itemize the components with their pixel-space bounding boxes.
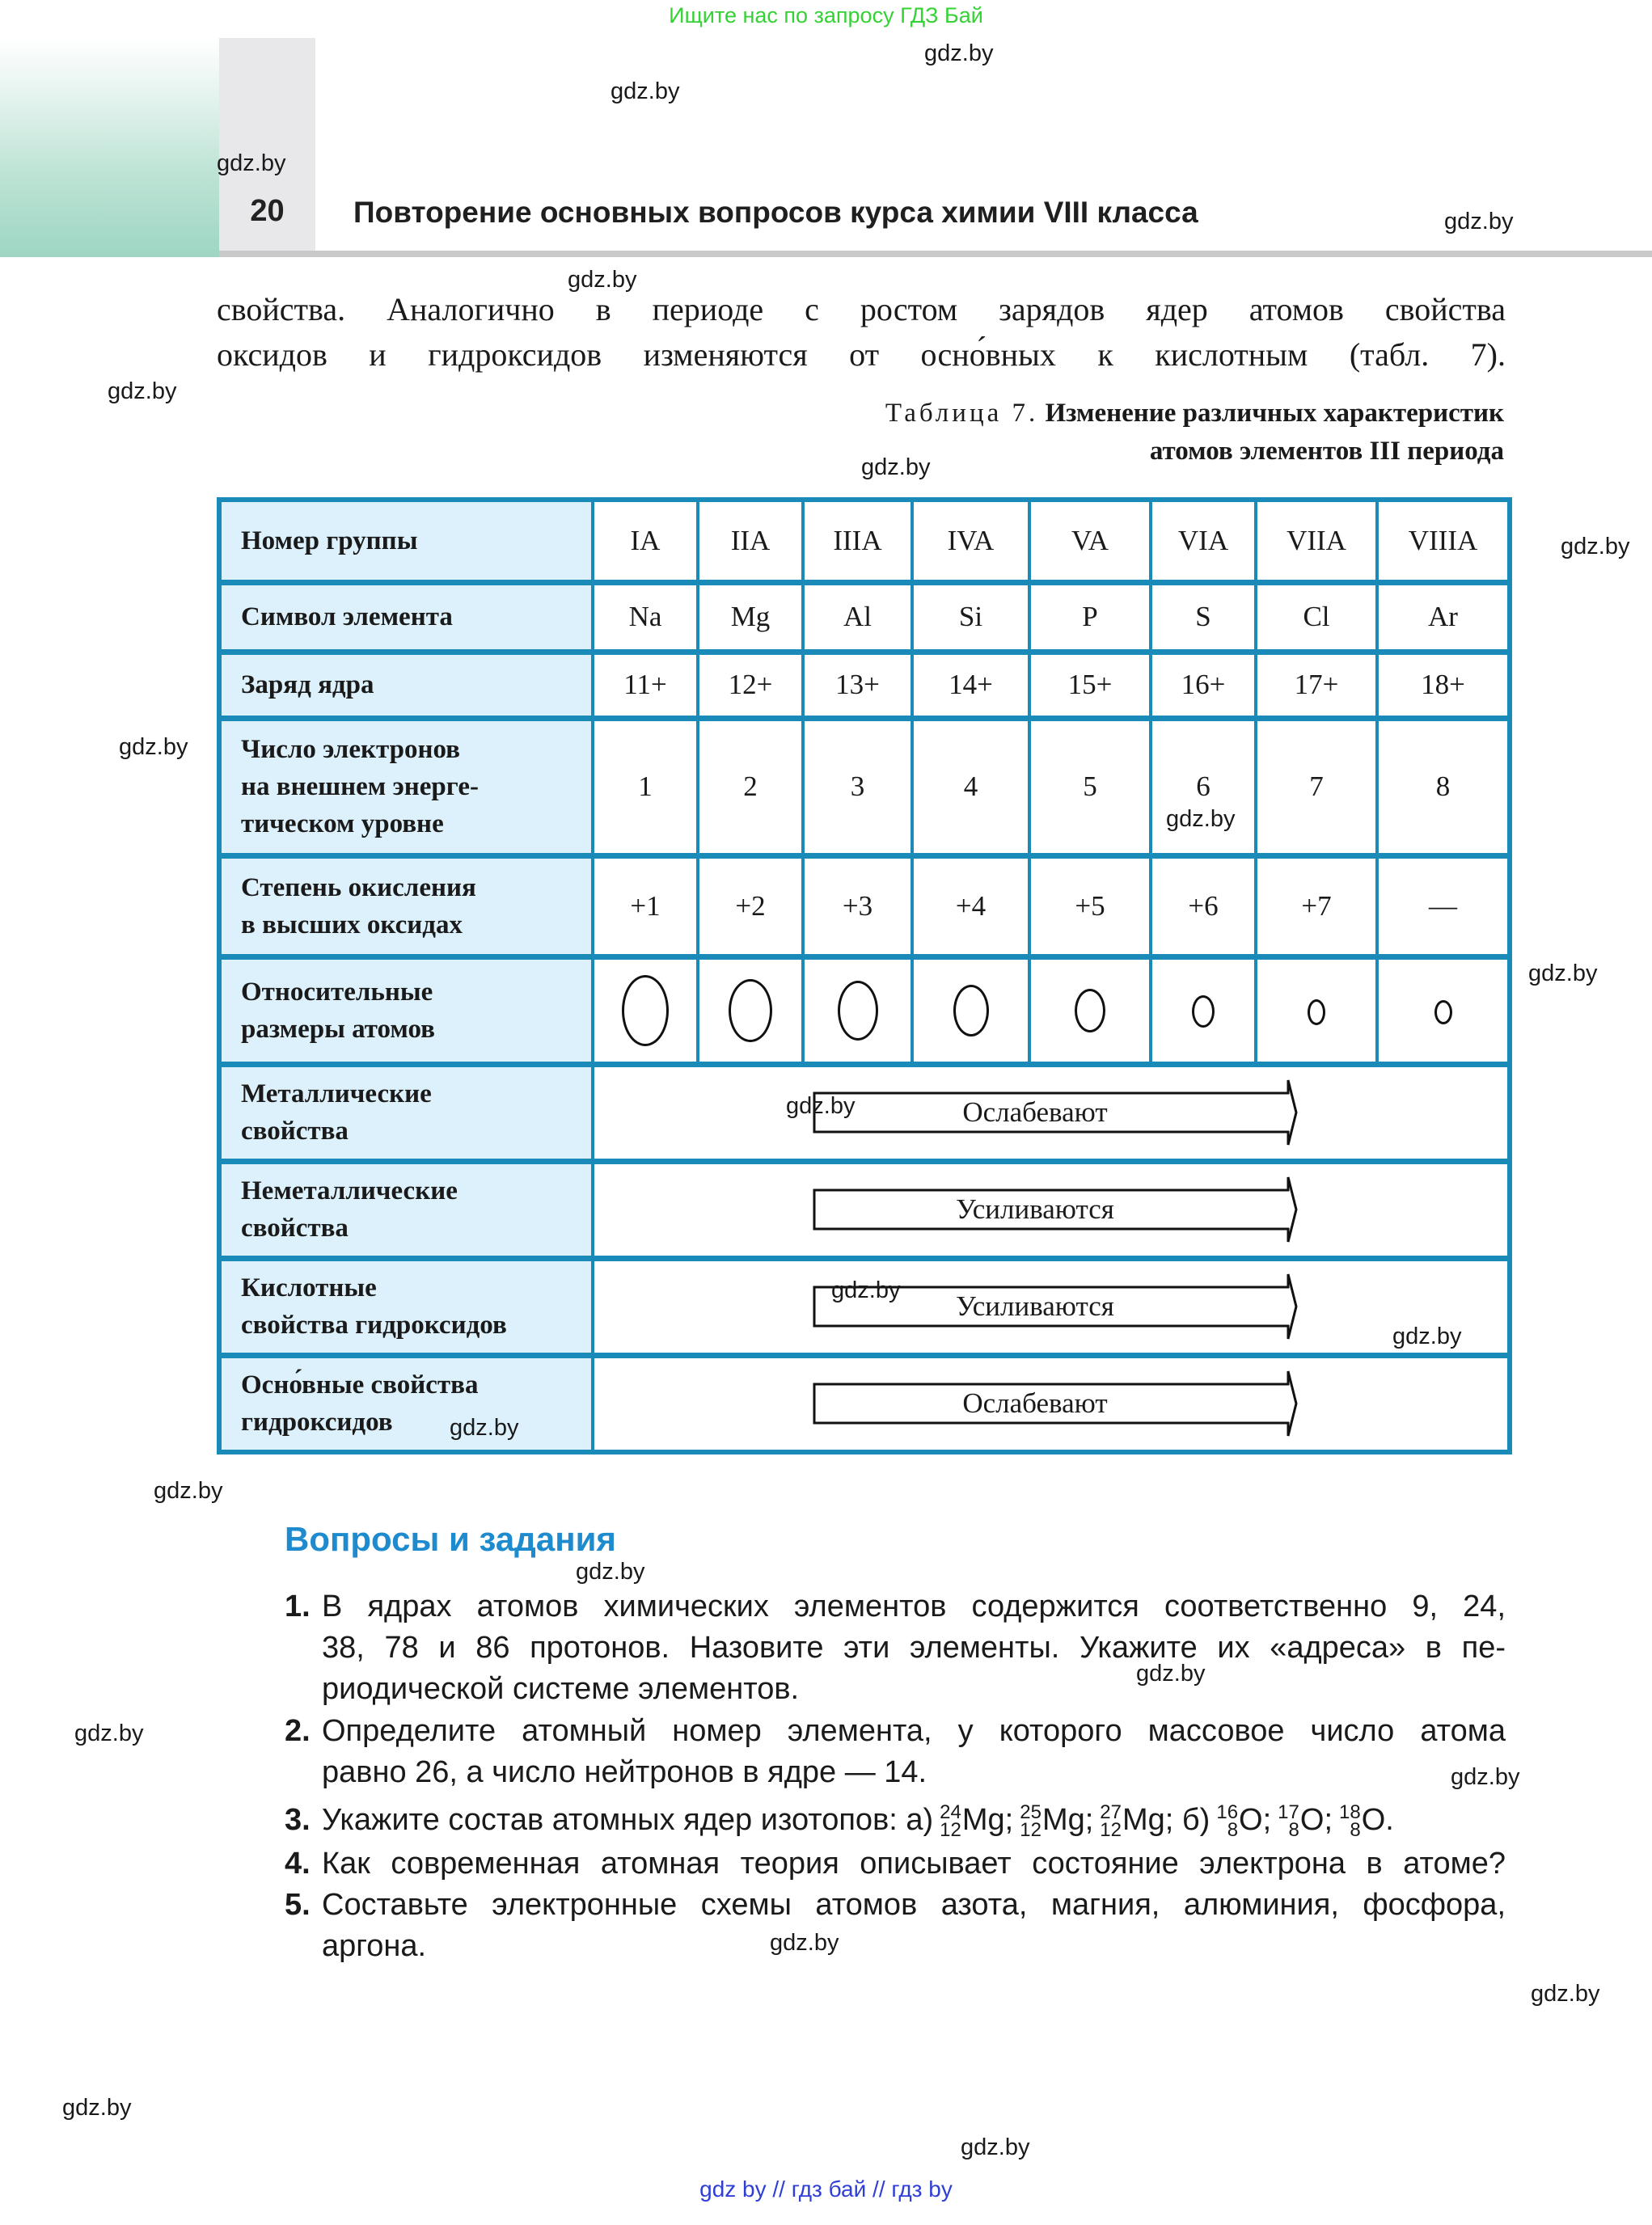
label-line: гидроксидов [241, 1408, 393, 1438]
cell: 7 [1256, 718, 1377, 855]
cell: IIA [698, 500, 803, 582]
element-symbol: O [1299, 1803, 1325, 1837]
label-line: свойства [241, 1117, 349, 1146]
watermark: gdz.by [1528, 961, 1598, 986]
question-line: равно 26, а число нейтронов в ядре — 14. [322, 1755, 927, 1789]
search-banner[interactable]: Ищите нас по запросу ГДЗ Бай [669, 3, 983, 27]
label-line: Относительные [241, 977, 433, 1007]
element-symbol: Mg [1122, 1803, 1165, 1837]
watermark: gdz.by [450, 1415, 519, 1441]
row-label: Номер группы [219, 500, 593, 582]
question-5 [285, 1885, 1506, 1967]
paragraph-line: свойства. Аналогично в периоде с ростом зарядов ядер атомов свойства [217, 291, 1506, 327]
atom-circle-icon [1434, 1000, 1452, 1024]
label-line: тическом уровне [241, 809, 444, 838]
separator: ; [1004, 1803, 1014, 1837]
question-number: 3. [285, 1803, 311, 1837]
row-label [219, 1355, 593, 1452]
atomic-number: 12 [1020, 1818, 1041, 1841]
atom-circle-icon [953, 985, 989, 1037]
cell [1377, 956, 1510, 1064]
cell: +4 [912, 855, 1029, 956]
questions-heading: Вопросы и задания [285, 1520, 616, 1558]
table-caption-label: Таблица 7. [885, 399, 1039, 428]
watermark: gdz.by [786, 1093, 856, 1119]
label-line: свойства гидроксидов [241, 1311, 507, 1340]
element-symbol: Mg [1041, 1803, 1085, 1837]
watermark: gdz.by [1451, 1764, 1520, 1790]
watermark: gdz.by [1166, 806, 1236, 832]
trend-cell [593, 1161, 1510, 1258]
cell: P [1029, 582, 1151, 652]
trend-label: Усиливаются [956, 1193, 1114, 1225]
question-line: Как современная атомная теория описывает состояние электрона в атоме? [322, 1847, 1506, 1881]
row-label: Символ элемента [219, 582, 593, 652]
question-text [322, 1843, 1506, 1885]
question-text [322, 1885, 1506, 1967]
watermark: gdz.by [1136, 1661, 1206, 1687]
watermark: gdz.by [1561, 534, 1630, 559]
cell: VA [1029, 500, 1151, 582]
cell: IIIA [803, 500, 912, 582]
atomic-number: 8 [1350, 1818, 1361, 1841]
atom-circle-icon [1308, 999, 1325, 1025]
row-label [219, 1161, 593, 1258]
question-line: 38, 78 и 86 протонов. Назовите эти элементы. Укажите их «адреса» в пе- [322, 1631, 1506, 1665]
cell: +5 [1029, 855, 1151, 956]
element-symbol: O [1239, 1803, 1263, 1837]
cell: VIA [1151, 500, 1256, 582]
cell: Ar [1377, 582, 1510, 652]
label-line: свойства [241, 1214, 349, 1243]
header-decoration [0, 38, 219, 257]
cell: Na [593, 582, 698, 652]
atomic-number: 12 [940, 1818, 961, 1841]
watermark: gdz.by [568, 267, 637, 293]
element-symbol: Mg [961, 1803, 1005, 1837]
isotope-notation [1216, 1801, 1239, 1841]
separator: ; [1084, 1803, 1094, 1837]
paragraph-line: оксидов и гидроксидов изменяются от осно́вных к кислотным (табл. 7). [217, 336, 1506, 373]
separator: ; [1164, 1803, 1174, 1837]
cell: 3 [803, 718, 912, 855]
question-3 [285, 1800, 1506, 1841]
cell: 13+ [803, 652, 912, 718]
question-number: 2. [285, 1714, 311, 1748]
mass-number: 25 [1020, 1801, 1041, 1823]
question-mid: б) [1173, 1803, 1210, 1837]
question-4 [285, 1843, 1506, 1885]
label-line: Осно́вные свойства [241, 1370, 479, 1400]
cell: IA [593, 500, 698, 582]
cell: 6 [1151, 718, 1256, 855]
period-3-properties-table [217, 497, 1512, 1454]
table-caption-title: Изменение различных характеристик [1045, 399, 1504, 428]
table-row-basic-hydroxides [219, 1355, 1510, 1452]
watermark: gdz.by [74, 1720, 144, 1746]
table-row-metallic [219, 1064, 1510, 1161]
cell: S [1151, 582, 1256, 652]
cell [593, 956, 698, 1064]
cell: +6 [1151, 855, 1256, 956]
question-line: Определите атомный номер элемента, у которого массовое число атома [322, 1714, 1506, 1748]
cell: Si [912, 582, 1029, 652]
label-line: в высших оксидах [241, 910, 463, 939]
question-number: 5. [285, 1888, 311, 1922]
watermark: gdz.by [961, 2134, 1030, 2160]
cell: 14+ [912, 652, 1029, 718]
cell: — [1377, 855, 1510, 956]
cell: 1 [593, 718, 698, 855]
atomic-number: 8 [1288, 1818, 1299, 1841]
mass-number: 24 [940, 1801, 961, 1823]
watermark: gdz.by [576, 1559, 645, 1585]
watermark: gdz.by [611, 78, 680, 104]
cell: +2 [698, 855, 803, 956]
question-number: 1. [285, 1590, 311, 1623]
question-prefix: Укажите состав атомных ядер изотопов: а) [322, 1803, 934, 1837]
cell [1256, 956, 1377, 1064]
row-label [219, 718, 593, 855]
trend-cell [593, 1355, 1510, 1452]
footer-links[interactable]: gdz by // гдз бай // гдз by [699, 2176, 953, 2202]
label-line: Степень окисления [241, 872, 476, 902]
mass-number: 17 [1278, 1801, 1299, 1823]
question-1 [285, 1586, 1506, 1710]
atom-circle-icon [1075, 989, 1105, 1032]
separator: ; [1262, 1803, 1272, 1837]
trend-cell [593, 1258, 1510, 1355]
cell [803, 956, 912, 1064]
watermark: gdz.by [770, 1930, 839, 1956]
mass-number: 27 [1100, 1801, 1122, 1823]
row-label: Заряд ядра [219, 652, 593, 718]
cell: 2 [698, 718, 803, 855]
question-text [322, 1711, 1506, 1793]
question-line: аргона. [322, 1929, 427, 1963]
row-label [219, 956, 593, 1064]
cell: +1 [593, 855, 698, 956]
isotope-notation [1278, 1801, 1299, 1841]
table-caption-line-2: атомов элементов III периода [1149, 437, 1504, 466]
cell: Al [803, 582, 912, 652]
isotope-notation [940, 1801, 961, 1841]
label-line: Неметаллические [241, 1176, 458, 1205]
cell: 15+ [1029, 652, 1151, 718]
row-label [219, 1064, 593, 1161]
running-title: Повторение основных вопросов курса химии VIII класса [353, 196, 1198, 229]
watermark: gdz.by [1531, 1981, 1600, 2007]
mass-number: 16 [1216, 1801, 1239, 1823]
watermark: gdz.by [924, 40, 994, 66]
question-line: Составьте электронные схемы атомов азота, магния, алюминия, фосфора, [322, 1888, 1506, 1922]
cell: 11+ [593, 652, 698, 718]
cell: 18+ [1377, 652, 1510, 718]
question-line: В ядрах атомов химических элементов содержится соответственно 9, 24, [322, 1590, 1506, 1623]
atomic-number: 12 [1100, 1818, 1122, 1841]
page-number: 20 [250, 194, 285, 228]
question-number: 4. [285, 1847, 311, 1881]
label-line: Металлические [241, 1079, 432, 1108]
cell: 12+ [698, 652, 803, 718]
label-line: размеры атомов [241, 1014, 435, 1044]
cell [1029, 956, 1151, 1064]
isotope-notation [1339, 1801, 1361, 1841]
cell: VIIIA [1377, 500, 1510, 582]
trend-label: Ослабевают [962, 1387, 1108, 1420]
watermark: gdz.by [831, 1277, 901, 1303]
atom-circle-icon [1192, 995, 1215, 1028]
watermark: gdz.by [1392, 1324, 1462, 1349]
atomic-number: 8 [1227, 1818, 1239, 1841]
table-row-nonmetallic [219, 1161, 1510, 1258]
watermark: gdz.by [1444, 209, 1514, 234]
cell [912, 956, 1029, 1064]
label-line: Число электронов [241, 735, 460, 764]
table-row-element-symbol [219, 582, 1510, 652]
isotope-notation [1020, 1801, 1041, 1841]
cell: 17+ [1256, 652, 1377, 718]
cell: 16+ [1151, 652, 1256, 718]
cell: IVA [912, 500, 1029, 582]
table-caption-line-1 [885, 399, 1504, 429]
cell: Mg [698, 582, 803, 652]
cell: 4 [912, 718, 1029, 855]
question-text [322, 1800, 1506, 1841]
mass-number: 18 [1339, 1801, 1361, 1823]
trend-label: Ослабевают [962, 1096, 1108, 1128]
table-row-nuclear-charge [219, 652, 1510, 718]
element-symbol: O [1361, 1803, 1386, 1837]
table-row-atom-sizes [219, 956, 1510, 1064]
watermark: gdz.by [62, 2095, 132, 2121]
atom-circle-icon [622, 975, 669, 1046]
watermark: gdz.by [119, 734, 188, 760]
question-text [322, 1586, 1506, 1710]
question-line: риодической системе элементов. [322, 1672, 800, 1706]
label-line: на внешнем энерге- [241, 772, 479, 801]
cell: Cl [1256, 582, 1377, 652]
cell: 5 [1029, 718, 1151, 855]
atom-circle-icon [729, 979, 772, 1042]
table-row-outer-electrons [219, 718, 1510, 855]
cell: VIIA [1256, 500, 1377, 582]
atom-circle-icon [838, 981, 878, 1041]
table-row-acidic-hydroxides [219, 1258, 1510, 1355]
watermark: gdz.by [108, 378, 177, 404]
cell [698, 956, 803, 1064]
header-rule [219, 251, 1652, 257]
question-2 [285, 1711, 1506, 1793]
watermark: gdz.by [861, 454, 931, 480]
row-label [219, 855, 593, 956]
separator: . [1385, 1803, 1394, 1837]
watermark: gdz.by [217, 150, 286, 176]
table-row-group-number [219, 500, 1510, 582]
cell [1151, 956, 1256, 1064]
table-row-oxidation-state [219, 855, 1510, 956]
separator: ; [1324, 1803, 1333, 1837]
label-line: Кислотные [241, 1273, 377, 1302]
watermark: gdz.by [154, 1478, 223, 1504]
trend-cell [593, 1064, 1510, 1161]
cell: +7 [1256, 855, 1377, 956]
row-label [219, 1258, 593, 1355]
cell: +3 [803, 855, 912, 956]
trend-label: Усиливаются [956, 1290, 1114, 1322]
cell: 8 [1377, 718, 1510, 855]
isotope-notation [1100, 1801, 1122, 1841]
